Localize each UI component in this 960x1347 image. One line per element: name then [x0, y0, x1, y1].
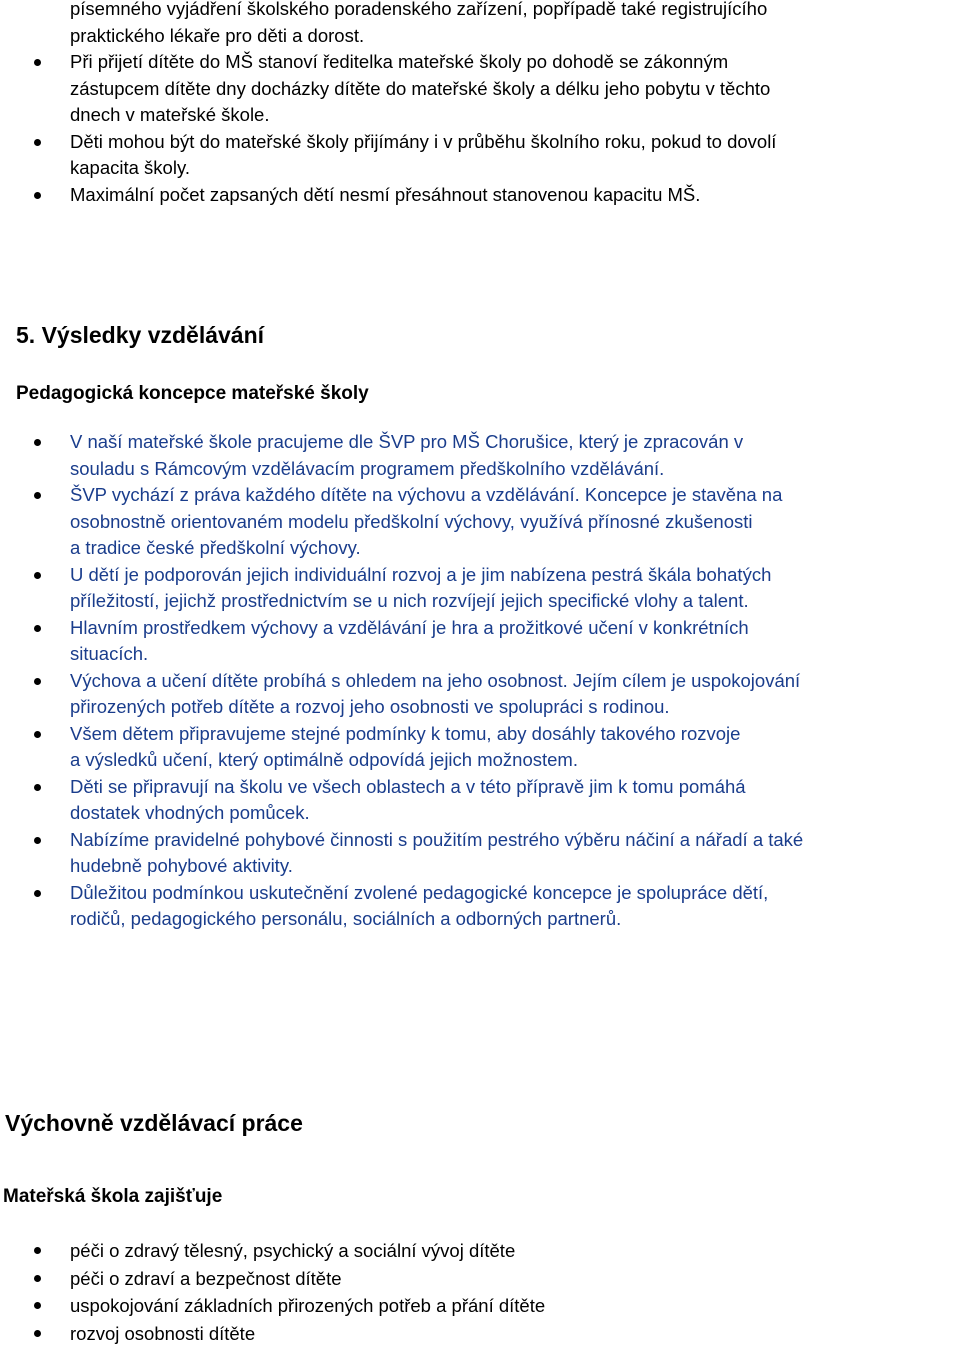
list-item	[0, 482, 960, 562]
list-item-text: Při přijetí dítěte do MŠ stanoví ředitelka mateřské školy po dohodě se zákonným zástupcem dítěte dny docházky dítěte do mateřské školy a délku jeho pobytu v těchto dnech v mateřské škole.	[70, 51, 770, 125]
list-item	[0, 1265, 960, 1293]
list-item	[0, 49, 960, 129]
list-item	[0, 615, 960, 668]
list-item	[0, 129, 960, 182]
list-item-text-extra: Jejím cílem je uspokojování přirozených potřeb dítěte a rozvoj jeho osobnosti ve spolupráci s rodinou.	[70, 670, 800, 718]
bullet-icon	[34, 1330, 41, 1337]
list-item-text: rozvoj osobnosti dítěte	[70, 1323, 255, 1344]
bullet-icon	[34, 784, 41, 791]
bullet-icon	[34, 492, 41, 499]
list-item-text: Nabízíme pravidelné pohybové činnosti s použitím pestrého výběru náčiní a nářadí a také hudebně pohybové aktivity.	[70, 829, 803, 877]
list-item-text: Děti mohou být do mateřské školy přijímány i v průběhu školního roku, pokud to dovolí kapacita školy.	[70, 131, 776, 179]
list-item	[0, 1292, 960, 1320]
section-title: Výchovně vzdělávací práce	[5, 1106, 303, 1140]
bullet-icon	[34, 625, 41, 632]
concept-list	[0, 429, 960, 933]
list-item-text: U dětí je podporován jejich individuální rozvoj a je jim nabízena pestrá škála bohatých příležitostí, jejichž prostřednictvím se u nich rozvíjejí jejich specifické vlohy a talent.	[70, 564, 771, 612]
list-item	[0, 429, 960, 482]
section-subtitle: Pedagogická koncepce mateřské školy	[16, 380, 369, 408]
continuation-text: písemného vyjádření školského poradenského zařízení, popřípadě také registrujícího praktického lékaře pro děti a dorost.	[70, 0, 767, 49]
list-item	[0, 1237, 960, 1265]
bullet-icon	[34, 1275, 41, 1282]
list-item-text-extra: Koncepce je stavěna na osobnostně orientovaném modelu předškolní výchovy, využívá přínosné zkušenosti a tradice české předškolní výchovy.	[70, 484, 782, 558]
bullet-icon	[34, 1247, 41, 1254]
section-title: 5. Výsledky vzdělávání	[16, 318, 264, 352]
list-item	[0, 721, 960, 774]
school-provides-list	[0, 1237, 960, 1347]
list-item	[0, 182, 960, 209]
list-item-text: V naší mateřské škole pracujeme dle ŠVP pro MŠ Chorušice, který je zpracován v souladu s Rámcovým vzdělávacím programem předškolního vzdělávání.	[70, 431, 743, 479]
bullet-icon	[34, 1302, 41, 1309]
list-item-text: péči o zdraví a bezpečnost dítěte	[70, 1268, 342, 1289]
list-item	[0, 880, 960, 933]
bullet-icon	[34, 59, 41, 66]
bullet-icon	[34, 890, 41, 897]
list-item-text: Děti se připravují na školu ve všech oblastech a v této přípravě jim k tomu pomáhá dostatek vhodných pomůcek.	[70, 776, 746, 824]
bullet-icon	[34, 837, 41, 844]
bullet-icon	[34, 731, 41, 738]
list-item	[0, 827, 960, 880]
list-item-text: Všem dětem připravujeme stejné podmínky k tomu, aby dosáhly takového rozvoje a výsledků učení, který optimálně odpovídá jejich možnostem.	[70, 723, 740, 771]
bullet-icon	[34, 572, 41, 579]
list-item-text: Hlavním prostředkem výchovy a vzdělávání je hra a prožitkové učení v konkrétních situacích.	[70, 617, 749, 665]
list-item	[0, 668, 960, 721]
list-item-text: ŠVP vychází z práva každého dítěte na výchovu a vzdělávání.	[70, 484, 580, 505]
list-item	[0, 562, 960, 615]
bullet-icon	[34, 139, 41, 146]
bullet-icon	[34, 678, 41, 685]
section-subtitle: Mateřská škola zajišťuje	[3, 1183, 222, 1211]
list-item-text: Výchova a učení dítěte probíhá s ohledem na jeho osobnost.	[70, 670, 568, 691]
list-item	[0, 774, 960, 827]
admission-list	[0, 49, 960, 208]
bullet-icon	[34, 439, 41, 446]
list-item-text: uspokojování základních přirozených potřeb a přání dítěte	[70, 1295, 545, 1316]
list-item-text: Důležitou podmínkou uskutečnění zvolené pedagogické koncepce je spolupráce dětí, rodičů, pedagogického personálu, sociálních a odborných partnerů.	[70, 882, 768, 930]
bullet-icon	[34, 192, 41, 199]
list-item	[0, 1320, 960, 1347]
list-item-text: Maximální počet zapsaných dětí nesmí přesáhnout stanovenou kapacitu MŠ.	[70, 184, 700, 205]
list-item-text: péči o zdravý tělesný, psychický a sociální vývoj dítěte	[70, 1240, 515, 1261]
